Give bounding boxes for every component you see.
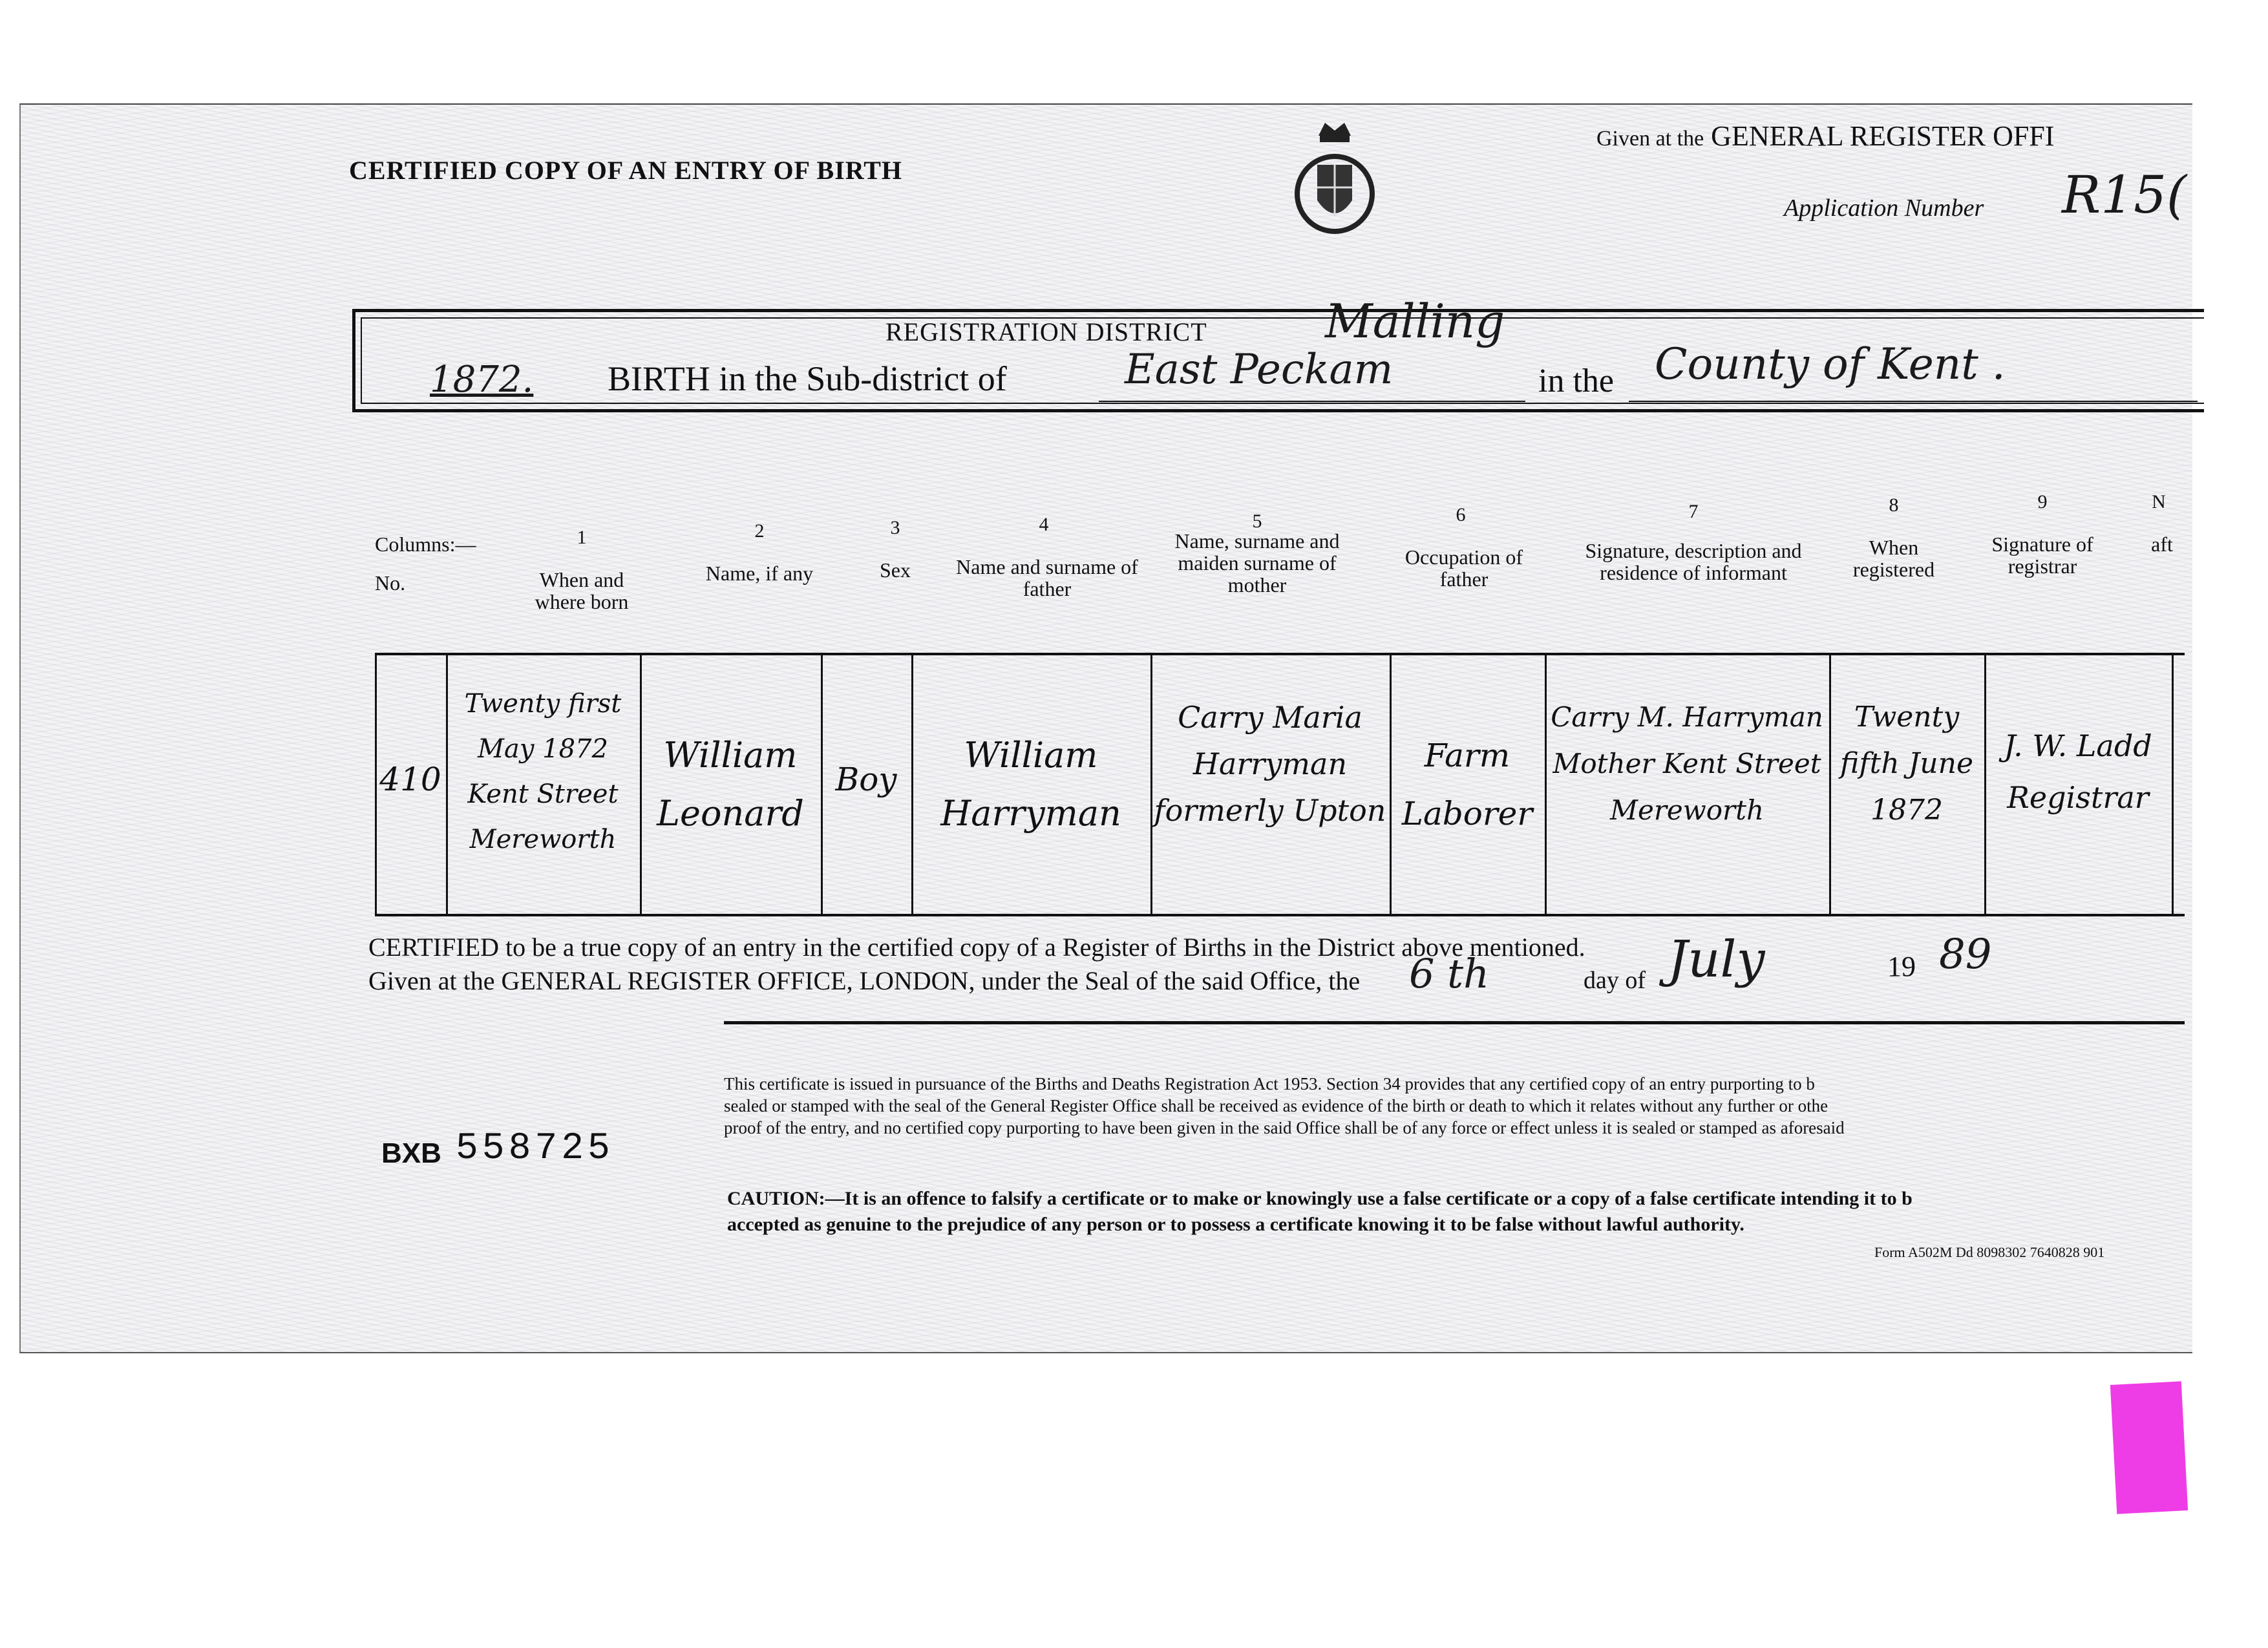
entry-table <box>375 653 2185 916</box>
subdistrict-underline <box>1099 401 1525 402</box>
entry-child-name: William Leonard <box>657 735 804 834</box>
entry-year: 1872. <box>430 359 534 401</box>
certification-line-1: CERTIFIED to be a true copy of an entry in the certified copy of a Register of Births in the District above mentioned. <box>368 933 1585 962</box>
legal-fine-print <box>724 1073 2185 1139</box>
entry-sex: Boy <box>835 761 897 798</box>
birth-subdistrict-label: BIRTH in the Sub-district of <box>608 359 1007 398</box>
column-header: Name, if any <box>705 562 814 585</box>
column-header: Signature of registrar <box>1991 533 2093 578</box>
column-header: Sex <box>880 558 911 582</box>
columns-label: Columns:— <box>375 533 476 556</box>
column-no-label: No. <box>375 571 406 595</box>
caution-notice <box>727 1186 1913 1238</box>
certification-text <box>368 931 1585 998</box>
form-reference: Form A502M Dd 8098302 7640828 901 <box>1874 1244 2105 1260</box>
application-number-value: R15( <box>2062 165 2187 225</box>
certification-year-prefix: 19 <box>1887 951 1916 982</box>
entry-registrar-signature: J. W. Ladd Registrar <box>2004 728 2152 815</box>
column-header: When and where born <box>535 568 629 613</box>
column-number: 8 <box>1889 494 1899 516</box>
column-number: 5 <box>1252 511 1262 532</box>
column-header: Signature, description and residence of informant <box>1585 539 1802 584</box>
entry-when-where-born: Twenty first May 1872 Kent Street Mereworth <box>464 689 622 854</box>
certificate-title: CERTIFIED COPY OF AN ENTRY OF BIRTH <box>349 156 903 185</box>
serial-number: 558725 <box>456 1128 614 1170</box>
column-number: N <box>2152 491 2166 512</box>
column-number: 1 <box>577 527 587 548</box>
column-number: 6 <box>1456 504 1466 525</box>
entry-number: 410 <box>379 761 441 798</box>
county-value: County of Kent . <box>1655 339 2006 389</box>
entry-informant: Carry M. Harryman Mother Kent Street Mereworth <box>1551 701 1823 826</box>
given-at-prefix: Given at the <box>1596 127 1704 151</box>
certification-line-2: Given at the GENERAL REGISTER OFFICE, LONDON, under the Seal of the said Office, the <box>368 966 1361 995</box>
entry-father-name: William Harryman <box>940 735 1121 834</box>
application-number-label: Application Number <box>1784 195 1984 222</box>
column-number: 3 <box>890 517 900 538</box>
section-divider <box>724 1021 2185 1024</box>
given-at-office-header <box>1596 120 2054 153</box>
in-the-label: in the <box>1538 363 1614 399</box>
column-number: 4 <box>1039 514 1049 535</box>
column-header: aft <box>2151 533 2173 555</box>
fine-print-line: proof of the entry, and no certified copy purporting to have been given in the said Office shall be of any force or effect unless it is sealed or stamped as aforesaid <box>724 1118 1845 1137</box>
entry-mother-name: Carry Maria Harryman formerly Upton <box>1154 700 1386 828</box>
column-number: 9 <box>2037 491 2048 512</box>
certification-year-value: 89 <box>1939 931 1992 978</box>
registration-district-label: REGISTRATION DISTRICT <box>885 317 1207 346</box>
caution-line: CAUTION:—It is an offence to falsify a certificate or to make or knowingly use a false certificate or a copy of a false certificate intending it to b <box>727 1188 1913 1209</box>
given-at-office: GENERAL REGISTER OFFI <box>1711 120 2055 152</box>
certification-month: July <box>1668 931 1765 989</box>
column-number: 2 <box>754 520 765 542</box>
royal-coat-of-arms-icon <box>1286 116 1383 246</box>
subdistrict-value: East Peckam <box>1125 346 1394 394</box>
fine-print-line: sealed or stamped with the seal of the General Register Office shall be received as evidence of the birth or death to which it relates without any further or othe <box>724 1096 1828 1115</box>
caution-line: accepted as genuine to the prejudice of any person or to possess a certificate knowing it to be false without lawful authority. <box>727 1214 1744 1235</box>
certification-day: 6 th <box>1409 950 1489 997</box>
column-header: Name and surname of father <box>956 555 1138 600</box>
county-underline <box>1629 401 2198 402</box>
certification-day-of-label: day of <box>1584 967 1646 994</box>
registration-district-value: Malling <box>1325 294 1505 348</box>
column-header: When registered <box>1852 536 1935 581</box>
serial-code: BXB <box>381 1137 441 1169</box>
entry-father-occupation: Farm Laborer <box>1401 737 1533 832</box>
fine-print-line: This certificate is issued in pursuance of the Births and Deaths Registration Act 1953. Section 34 provides that any certified copy of an entry purporting to b <box>724 1074 1815 1093</box>
column-header: Occupation of father <box>1404 545 1523 591</box>
entry-when-registered: Twenty fifth June 1872 <box>1840 701 1973 827</box>
pink-sticky-tab <box>2110 1381 2188 1514</box>
column-header: Name, surname and maiden surname of mother <box>1174 529 1340 597</box>
column-number: 7 <box>1688 501 1699 522</box>
